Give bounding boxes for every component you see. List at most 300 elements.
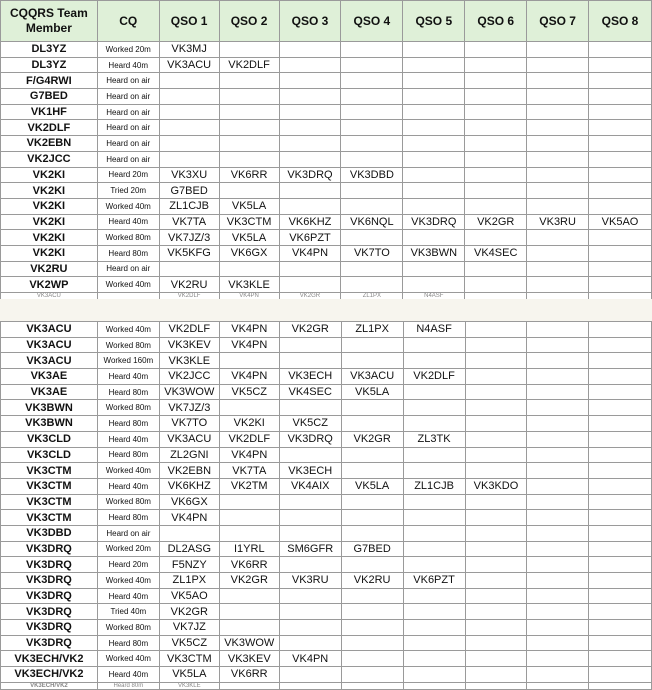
qso-cell — [341, 136, 403, 152]
qso-cell: VK5LA — [341, 478, 403, 494]
cq-cell: Worked 40m — [97, 573, 159, 589]
header-cell: QSO 6 — [465, 1, 527, 42]
table-row — [1, 525, 652, 541]
qso-cell — [527, 478, 589, 494]
table-row — [1, 230, 652, 246]
qso-cell — [279, 353, 341, 369]
qso-cell: VK3DBD — [341, 167, 403, 183]
qso-cell — [527, 620, 589, 636]
member-cell: VK2KI — [1, 245, 98, 261]
qso-cell: ZL1PX — [159, 573, 219, 589]
qso-cell — [403, 557, 465, 573]
qso-cell — [159, 136, 219, 152]
qso-cell: VK6NQL — [341, 214, 403, 230]
qso-cell — [403, 682, 465, 689]
qso-cell — [589, 167, 652, 183]
qso-cell — [219, 588, 279, 604]
qso-cell — [279, 588, 341, 604]
qso-cell: G7BED — [341, 541, 403, 557]
qso-cell — [589, 400, 652, 416]
qso-cell — [527, 57, 589, 73]
qso-cell — [527, 400, 589, 416]
qso-cell: VK2DLF — [159, 322, 219, 338]
qso-cell — [403, 463, 465, 479]
qso-cell — [527, 89, 589, 105]
qso-cell — [341, 447, 403, 463]
qso-cell — [403, 525, 465, 541]
qso-cell — [341, 667, 403, 683]
member-cell: DL3YZ — [1, 42, 98, 58]
qso-cell — [219, 151, 279, 167]
qso-cell: VK2DLF — [403, 369, 465, 385]
qso-cell — [465, 230, 527, 246]
qso-log-table-bottom — [0, 321, 652, 690]
qso-cell — [589, 384, 652, 400]
qso-cell — [465, 573, 527, 589]
table-row — [1, 682, 652, 689]
qso-cell — [219, 400, 279, 416]
qso-cell: VK4PN — [279, 651, 341, 667]
qso-cell: VK7TA — [219, 463, 279, 479]
qso-cell — [279, 151, 341, 167]
qso-cell — [527, 447, 589, 463]
qso-cell — [403, 416, 465, 432]
qso-cell — [159, 73, 219, 89]
qso-cell — [341, 120, 403, 136]
member-cell: VK3DRQ — [1, 620, 98, 636]
qso-cell — [279, 557, 341, 573]
qso-cell — [527, 230, 589, 246]
qso-cell — [465, 384, 527, 400]
table-row — [1, 73, 652, 89]
qso-cell — [527, 573, 589, 589]
qso-cell: VK3DRQ — [279, 167, 341, 183]
member-cell: VK3ACU — [1, 353, 98, 369]
table-row — [1, 667, 652, 683]
qso-cell — [341, 353, 403, 369]
cq-cell: Worked 40m — [97, 277, 159, 293]
qso-cell: VK4AIX — [279, 478, 341, 494]
cq-cell: Worked 80m — [97, 337, 159, 353]
qso-cell: VK6RR — [219, 167, 279, 183]
cq-cell: Worked 40m — [97, 463, 159, 479]
qso-cell: VK6RR — [219, 557, 279, 573]
header-cell: QSO 1 — [159, 1, 219, 42]
qso-cell: VK3XU — [159, 167, 219, 183]
cut-off-cell: VK2GR — [279, 293, 341, 300]
member-cell: VK3DRQ — [1, 604, 98, 620]
member-cell: VK3AE — [1, 384, 98, 400]
qso-cell — [589, 73, 652, 89]
cq-cell: Heard 80m — [97, 416, 159, 432]
qso-cell — [403, 183, 465, 199]
qso-cell — [341, 494, 403, 510]
member-cell: VK3BWN — [1, 400, 98, 416]
qso-cell: VK5CZ — [159, 635, 219, 651]
qso-cell: VK4SEC — [279, 384, 341, 400]
qso-cell — [341, 42, 403, 58]
qso-cell — [279, 400, 341, 416]
qso-cell: VK2GR — [341, 431, 403, 447]
qso-cell: VK2DLF — [219, 431, 279, 447]
qso-cell: VK5LA — [219, 198, 279, 214]
member-cell: VK3ECH/VK2 — [1, 682, 98, 689]
qso-cell: VK3RU — [527, 214, 589, 230]
cq-cell: Worked 40m — [97, 198, 159, 214]
qso-cell — [589, 682, 652, 689]
table-row — [1, 322, 652, 338]
qso-cell — [527, 277, 589, 293]
qso-cell — [589, 183, 652, 199]
table-row — [1, 198, 652, 214]
qso-cell — [159, 104, 219, 120]
qso-cell — [403, 151, 465, 167]
qso-cell — [219, 42, 279, 58]
table-row — [1, 478, 652, 494]
qso-cell — [527, 667, 589, 683]
qso-cell — [589, 120, 652, 136]
qso-cell: VK5CZ — [279, 416, 341, 432]
qso-cell: VK6PZT — [403, 573, 465, 589]
cq-cell: Heard 80m — [97, 384, 159, 400]
qso-cell — [527, 42, 589, 58]
member-cell: VK3CLD — [1, 431, 98, 447]
table-row — [1, 384, 652, 400]
qso-cell — [589, 369, 652, 385]
qso-cell: VK2KI — [219, 416, 279, 432]
qso-cell — [341, 525, 403, 541]
qso-cell — [341, 230, 403, 246]
qso-cell — [465, 667, 527, 683]
qso-cell — [527, 494, 589, 510]
qso-cell: VK7TA — [159, 214, 219, 230]
qso-cell — [465, 635, 527, 651]
qso-cell — [279, 525, 341, 541]
qso-cell — [279, 42, 341, 58]
qso-cell — [219, 120, 279, 136]
qso-cell — [527, 588, 589, 604]
qso-cell — [465, 494, 527, 510]
qso-cell — [527, 353, 589, 369]
qso-cell — [219, 136, 279, 152]
qso-cell — [465, 431, 527, 447]
qso-cell — [527, 651, 589, 667]
qso-cell — [403, 73, 465, 89]
qso-cell — [527, 604, 589, 620]
qso-cell — [589, 337, 652, 353]
qso-cell: ZL3TK — [403, 431, 465, 447]
cut-off-cell: VK4PN — [219, 293, 279, 300]
cq-cell: Heard 80m — [97, 635, 159, 651]
cut-off-cell: N4ASF — [403, 293, 465, 300]
qso-cell — [589, 541, 652, 557]
member-cell: VK3DRQ — [1, 588, 98, 604]
table-row — [1, 353, 652, 369]
qso-cell — [341, 416, 403, 432]
cq-cell: Heard on air — [97, 151, 159, 167]
header-cell: CQ — [97, 1, 159, 42]
qso-cell — [527, 369, 589, 385]
member-cell: VK2KI — [1, 198, 98, 214]
qso-cell: VK3KLE — [219, 277, 279, 293]
qso-cell: VK2JCC — [159, 369, 219, 385]
qso-cell — [403, 337, 465, 353]
qso-cell — [527, 384, 589, 400]
header-cell: QSO 7 — [527, 1, 589, 42]
qso-cell: VK3KEV — [219, 651, 279, 667]
qso-cell — [279, 337, 341, 353]
table-row — [1, 214, 652, 230]
table-row — [1, 494, 652, 510]
qso-cell — [589, 667, 652, 683]
qso-cell — [341, 57, 403, 73]
qso-cell: VK6KHZ — [159, 478, 219, 494]
qso-cell: VK5CZ — [219, 384, 279, 400]
qso-cell — [219, 89, 279, 105]
qso-cell: VK3BWN — [403, 245, 465, 261]
qso-cell — [279, 261, 341, 277]
cq-cell: Worked 80m — [97, 230, 159, 246]
member-cell: VK3ECH/VK2 — [1, 667, 98, 683]
qso-cell: VK4SEC — [465, 245, 527, 261]
qso-cell: VK3ECH — [279, 369, 341, 385]
table-row — [1, 57, 652, 73]
qso-cell — [589, 353, 652, 369]
qso-cell — [465, 151, 527, 167]
qso-cell — [589, 151, 652, 167]
table-row — [1, 183, 652, 199]
qso-cell — [279, 667, 341, 683]
table-row — [1, 463, 652, 479]
qso-cell: VK2TM — [219, 478, 279, 494]
qso-cell — [279, 120, 341, 136]
cq-cell: Heard 40m — [97, 667, 159, 683]
qso-cell: VK4PN — [159, 510, 219, 526]
qso-cell — [403, 541, 465, 557]
member-cell: VK2EBN — [1, 136, 98, 152]
table-row — [1, 510, 652, 526]
qso-cell: F5NZY — [159, 557, 219, 573]
qso-cell — [589, 57, 652, 73]
qso-cell: VK2GR — [159, 604, 219, 620]
qso-cell — [589, 136, 652, 152]
qso-cell — [341, 682, 403, 689]
cq-cell: Worked 80m — [97, 400, 159, 416]
qso-cell — [279, 57, 341, 73]
qso-cell: ZL2GNI — [159, 447, 219, 463]
header-cell: QSO 2 — [219, 1, 279, 42]
qso-cell: ZL1CJB — [403, 478, 465, 494]
member-cell: VK2JCC — [1, 151, 98, 167]
member-cell: VK3ECH/VK2 — [1, 651, 98, 667]
qso-cell — [527, 261, 589, 277]
qso-cell — [159, 261, 219, 277]
qso-cell — [465, 104, 527, 120]
member-cell: VK3DRQ — [1, 573, 98, 589]
table-row — [1, 604, 652, 620]
qso-cell — [527, 635, 589, 651]
qso-cell — [403, 104, 465, 120]
qso-cell — [527, 183, 589, 199]
qso-cell — [219, 261, 279, 277]
cut-off-cell: VK2DLF — [159, 293, 219, 300]
qso-cell — [465, 73, 527, 89]
qso-cell: VK7TO — [159, 416, 219, 432]
qso-cell — [341, 400, 403, 416]
qso-cell — [589, 494, 652, 510]
qso-cell: VK3KLE — [159, 682, 219, 689]
qso-cell — [527, 463, 589, 479]
qso-cell — [465, 120, 527, 136]
qso-cell — [527, 682, 589, 689]
qso-cell — [403, 604, 465, 620]
qso-cell: VK6KHZ — [279, 214, 341, 230]
qso-cell: VK6GX — [219, 245, 279, 261]
table-row — [1, 42, 652, 58]
qso-cell — [403, 384, 465, 400]
table-row — [1, 588, 652, 604]
qso-cell — [341, 104, 403, 120]
table-row — [1, 635, 652, 651]
qso-cell — [279, 635, 341, 651]
member-cell: DL3YZ — [1, 57, 98, 73]
qso-cell — [465, 651, 527, 667]
qso-cell: VK6RR — [219, 667, 279, 683]
qso-cell — [219, 353, 279, 369]
qso-cell — [341, 510, 403, 526]
qso-cell: VK5KFG — [159, 245, 219, 261]
cq-cell: Tried 20m — [97, 183, 159, 199]
qso-cell: ZL1PX — [341, 322, 403, 338]
qso-cell: VK7JZ — [159, 620, 219, 636]
qso-cell: VK2RU — [341, 573, 403, 589]
qso-cell — [465, 447, 527, 463]
qso-cell — [403, 120, 465, 136]
qso-cell — [403, 494, 465, 510]
cq-cell: Heard 40m — [97, 431, 159, 447]
member-cell: VK3DRQ — [1, 541, 98, 557]
qso-cell — [219, 525, 279, 541]
qso-cell — [279, 136, 341, 152]
table-row — [1, 120, 652, 136]
cut-off-cell: VK3ACU — [1, 293, 98, 300]
qso-cell — [219, 104, 279, 120]
qso-cell — [279, 510, 341, 526]
table-row — [1, 277, 652, 293]
cq-cell: Heard 40m — [97, 57, 159, 73]
cq-cell: Worked 160m — [97, 353, 159, 369]
qso-cell — [341, 651, 403, 667]
qso-cell: VK2EBN — [159, 463, 219, 479]
qso-cell — [465, 337, 527, 353]
qso-cell — [341, 277, 403, 293]
qso-cell — [589, 89, 652, 105]
qso-cell — [527, 120, 589, 136]
qso-cell: VK7JZ/3 — [159, 400, 219, 416]
qso-cell — [219, 620, 279, 636]
qso-cell — [589, 416, 652, 432]
qso-cell — [403, 42, 465, 58]
qso-cell — [527, 541, 589, 557]
cq-cell: Tried 40m — [97, 604, 159, 620]
member-cell: VK2KI — [1, 214, 98, 230]
member-cell: VK3CTM — [1, 494, 98, 510]
qso-cell — [589, 104, 652, 120]
member-cell: VK3BWN — [1, 416, 98, 432]
qso-cell — [219, 73, 279, 89]
member-cell: VK3CTM — [1, 463, 98, 479]
member-cell: VK3DRQ — [1, 635, 98, 651]
qso-cell — [403, 136, 465, 152]
qso-cell — [219, 510, 279, 526]
qso-cell — [465, 136, 527, 152]
qso-cell — [341, 337, 403, 353]
qso-cell — [465, 604, 527, 620]
qso-cell — [279, 73, 341, 89]
qso-cell — [465, 183, 527, 199]
cq-cell: Heard 40m — [97, 369, 159, 385]
qso-cell — [589, 245, 652, 261]
qso-cell — [465, 463, 527, 479]
qso-cell — [465, 57, 527, 73]
cq-cell: Worked 40m — [97, 651, 159, 667]
qso-log-table-top — [0, 0, 652, 299]
qso-cell — [159, 89, 219, 105]
qso-cell — [465, 42, 527, 58]
member-cell: VK3AE — [1, 369, 98, 385]
qso-cell — [341, 198, 403, 214]
qso-cell — [403, 667, 465, 683]
cq-cell: Heard 20m — [97, 167, 159, 183]
header-cell: CQQRS Team Member — [1, 1, 98, 42]
qso-cell — [589, 277, 652, 293]
qso-cell — [403, 635, 465, 651]
qso-cell — [403, 400, 465, 416]
member-cell: VK2RU — [1, 261, 98, 277]
qso-cell — [589, 431, 652, 447]
cq-cell: Heard 80m — [97, 447, 159, 463]
qso-cell: VK5AO — [589, 214, 652, 230]
qso-cell — [589, 604, 652, 620]
member-cell: VK3DBD — [1, 525, 98, 541]
member-cell: VK3ACU — [1, 322, 98, 338]
qso-cell — [465, 167, 527, 183]
qso-cell — [589, 588, 652, 604]
qso-cell — [403, 620, 465, 636]
qso-cell — [279, 277, 341, 293]
header-cell: QSO 5 — [403, 1, 465, 42]
qso-cell: VK4PN — [279, 245, 341, 261]
member-cell: VK1HF — [1, 104, 98, 120]
member-cell: F/G4RWI — [1, 73, 98, 89]
qso-cell — [219, 183, 279, 199]
table-row — [1, 245, 652, 261]
table-row — [1, 431, 652, 447]
qso-cell — [341, 635, 403, 651]
member-cell: VK2DLF — [1, 120, 98, 136]
qso-cell: VK2RU — [159, 277, 219, 293]
qso-cell — [403, 447, 465, 463]
qso-cell — [279, 604, 341, 620]
qso-cell: VK6GX — [159, 494, 219, 510]
qso-cell — [465, 353, 527, 369]
qso-cell: VK4PN — [219, 369, 279, 385]
qso-cell: VK3MJ — [159, 42, 219, 58]
table-row — [1, 136, 652, 152]
table-row — [1, 167, 652, 183]
qso-cell — [589, 557, 652, 573]
member-cell: VK2KI — [1, 167, 98, 183]
